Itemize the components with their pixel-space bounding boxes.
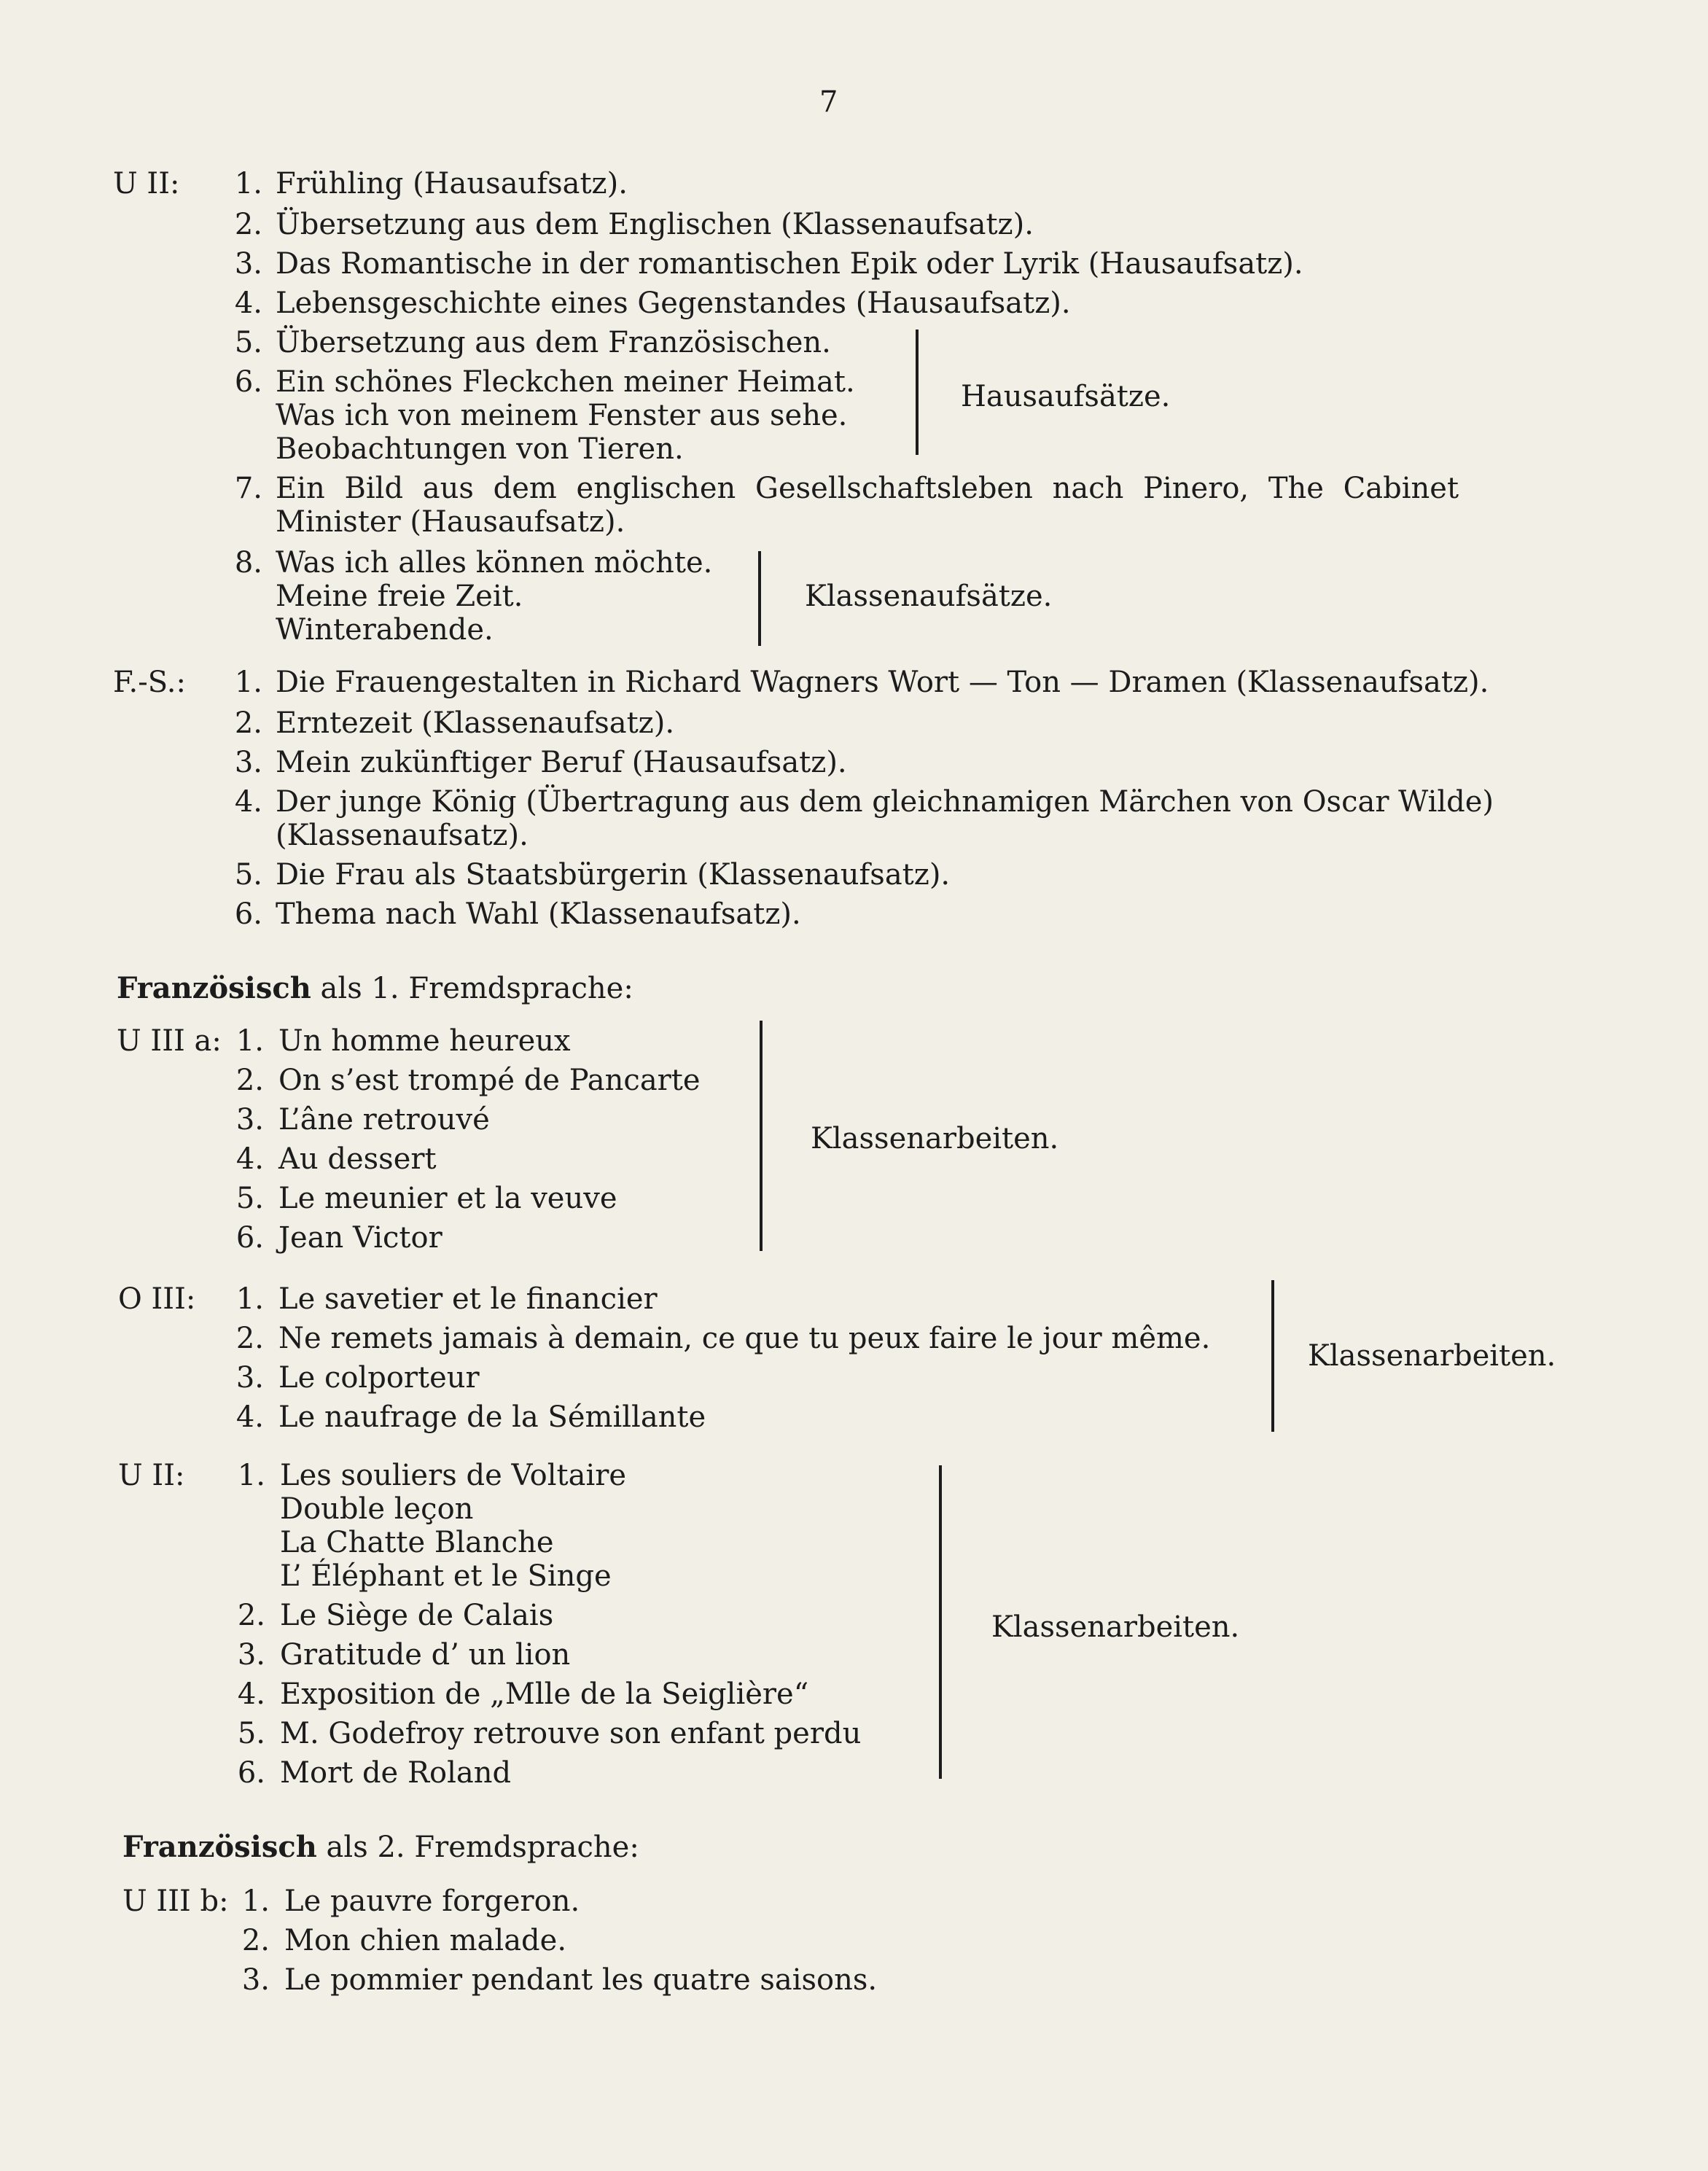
class-label-uiiib: U III b:	[122, 1884, 229, 1918]
group-brace	[939, 1465, 942, 1779]
list-item: Beobachtungen von Tieren.	[276, 432, 684, 466]
item-number: 6.	[235, 1221, 264, 1255]
item-number: 1.	[234, 666, 262, 699]
list-item: Erntezeit (Klassenaufsatz).	[276, 706, 675, 740]
item-number: 6.	[237, 1756, 265, 1790]
item-number: 3.	[235, 1103, 264, 1137]
section-heading	[117, 971, 633, 1006]
list-item: Mein zukünftiger Beruf (Hausaufsatz).	[276, 746, 847, 779]
list-item: Mon chien malade.	[284, 1924, 567, 1957]
class-label-uii: U II:	[113, 167, 180, 200]
item-number: 5.	[234, 858, 262, 892]
list-item: Frühling (Hausaufsatz).	[276, 167, 628, 200]
list-item: Ein Bild aus dem englischen Gesellschaftsleben nach Pinero, The Cabinet	[276, 472, 1459, 505]
list-item: Lebensgeschichte eines Gegenstandes (Hausaufsatz).	[276, 287, 1071, 320]
section-heading	[122, 1830, 639, 1865]
item-number: 2.	[241, 1924, 270, 1957]
list-item: Mort de Roland	[280, 1756, 512, 1790]
item-number: 8.	[234, 546, 262, 580]
item-number: 3.	[241, 1963, 270, 1997]
item-number: 7.	[234, 472, 262, 505]
list-item: L’âne retrouvé	[278, 1103, 490, 1137]
list-item: Le meunier et la veuve	[278, 1182, 617, 1215]
item-number: 1.	[235, 1282, 264, 1316]
group-brace	[916, 330, 919, 455]
group-brace	[758, 551, 761, 646]
item-number: 1.	[234, 167, 262, 200]
item-number: 2.	[235, 1064, 264, 1097]
list-item: On s’est trompé de Pancarte	[278, 1064, 701, 1097]
list-item: Le colporteur	[278, 1361, 480, 1395]
group-label-klassenarbeiten: Klassenarbeiten.	[1308, 1339, 1556, 1373]
item-number: 4.	[234, 785, 262, 819]
list-item: Minister (Hausaufsatz).	[276, 505, 625, 539]
item-number: 4.	[237, 1677, 265, 1711]
group-label-klassenarbeiten: Klassenarbeiten.	[811, 1122, 1059, 1155]
list-item: M. Godefroy retrouve son enfant perdu	[280, 1717, 862, 1750]
item-number: 3.	[234, 247, 262, 281]
page-number: 7	[819, 85, 838, 119]
class-label-fs: F.-S.:	[113, 666, 186, 699]
list-item: Le pauvre forgeron.	[284, 1884, 580, 1918]
item-number: 3.	[237, 1638, 265, 1672]
heading-bold: Französisch	[122, 1830, 317, 1864]
item-number: 1.	[241, 1884, 270, 1918]
list-item: Übersetzung aus dem Französischen.	[276, 326, 831, 359]
list-item: Thema nach Wahl (Klassenaufsatz).	[276, 897, 801, 931]
item-number: 2.	[237, 1599, 265, 1632]
item-number: 4.	[235, 1400, 264, 1434]
list-item: Die Frau als Staatsbürgerin (Klassenaufsatz).	[276, 858, 951, 892]
list-item: Double leçon	[280, 1492, 474, 1526]
item-number: 1.	[235, 1024, 264, 1058]
list-item: Der junge König (Übertragung aus dem gleichnamigen Märchen von Oscar Wilde)	[276, 785, 1494, 819]
item-number: 6.	[234, 365, 262, 399]
group-brace	[760, 1021, 763, 1251]
group-label-klassenarbeiten: Klassenarbeiten.	[991, 1610, 1240, 1644]
list-item: Ne remets jamais à demain, ce que tu peux faire le jour même.	[278, 1322, 1211, 1355]
heading-rest: als 2. Fremdsprache:	[316, 1831, 639, 1864]
list-item: Jean Victor	[278, 1221, 442, 1255]
list-item: La Chatte Blanche	[280, 1526, 554, 1559]
group-label-klassenaufsaetze: Klassenaufsätze.	[805, 580, 1053, 613]
item-number: 3.	[235, 1361, 264, 1395]
item-number: 5.	[234, 326, 262, 359]
list-item: Übersetzung aus dem Englischen (Klassenaufsatz).	[276, 208, 1034, 241]
list-item: Le Siège de Calais	[280, 1599, 554, 1632]
item-number: 2.	[234, 208, 262, 241]
class-label-oiii: O III:	[118, 1282, 196, 1316]
list-item: (Klassenaufsatz).	[276, 819, 529, 852]
item-number: 6.	[234, 897, 262, 931]
heading-bold: Französisch	[117, 971, 311, 1005]
list-item: Die Frauengestalten in Richard Wagners Wort — Ton — Dramen (Klassenaufsatz).	[276, 666, 1489, 699]
list-item: Was ich alles können möchte.	[276, 546, 713, 580]
list-item: L’ Éléphant et le Singe	[280, 1559, 612, 1593]
list-item: Das Romantische in der romantischen Epik oder Lyrik (Hausaufsatz).	[276, 247, 1303, 281]
list-item: Un homme heureux	[278, 1024, 571, 1058]
list-item: Meine freie Zeit.	[276, 580, 523, 613]
item-number: 5.	[235, 1182, 264, 1215]
list-item: Le savetier et le financier	[278, 1282, 658, 1316]
list-item: Was ich von meinem Fenster aus sehe.	[276, 399, 848, 432]
list-item: Au dessert	[278, 1142, 437, 1176]
item-number: 5.	[237, 1717, 265, 1750]
item-number: 4.	[234, 287, 262, 320]
item-number: 2.	[234, 706, 262, 740]
heading-rest: als 1. Fremdsprache:	[311, 972, 633, 1005]
list-item: Le pommier pendant les quatre saisons.	[284, 1963, 878, 1997]
item-number: 4.	[235, 1142, 264, 1176]
item-number: 1.	[237, 1459, 265, 1492]
list-item: Exposition de „Mlle de la Seiglière“	[280, 1677, 809, 1711]
list-item: Ein schönes Fleckchen meiner Heimat.	[276, 365, 855, 399]
class-label-uii-french: U II:	[118, 1459, 185, 1492]
list-item: Gratitude d’ un lion	[280, 1638, 571, 1672]
group-label-hausaufsaetze: Hausaufsätze.	[961, 380, 1171, 413]
list-item: Winterabende.	[276, 613, 494, 647]
list-item: Les souliers de Voltaire	[280, 1459, 627, 1492]
item-number: 2.	[235, 1322, 264, 1355]
group-brace	[1271, 1280, 1274, 1432]
item-number: 3.	[234, 746, 262, 779]
list-item: Le naufrage de la Sémillante	[278, 1400, 706, 1434]
class-label-uiiia: U III a:	[117, 1024, 222, 1058]
